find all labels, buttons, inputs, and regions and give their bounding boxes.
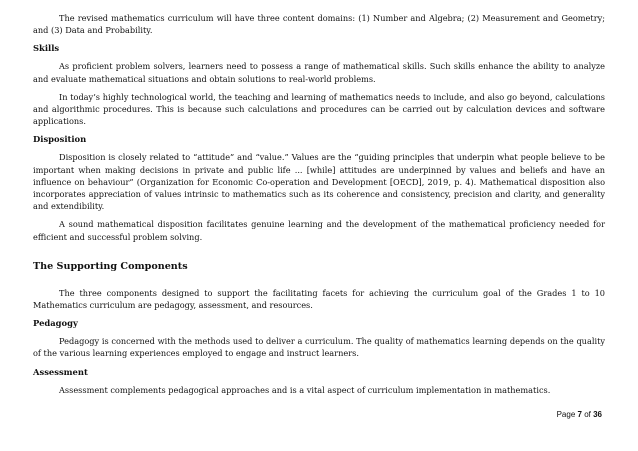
assessment-heading: Assessment bbox=[33, 366, 88, 377]
supporting-components-paragraph: The three components designed to support the facilitating facets for achieving the curriculum goal of the Grades 1 to 10 Mathematics curriculum are pedagogy, assessment, and resources. bbox=[33, 287, 605, 311]
skills-paragraph-1: As proficient problem solvers, learners need to possess a range of mathematical skills. Such skills enhance the ability to analyze and evaluate mathematical situations and obtain solutions to real-world problems. bbox=[33, 61, 605, 84]
of-word: of bbox=[584, 410, 591, 419]
page-footer bbox=[557, 410, 602, 420]
pedagogy-heading: Pedagogy bbox=[33, 318, 78, 329]
skills-paragraph-2: In today’s highly technological world, the teaching and learning of mathematics needs to include, and also go beyond, calculations and algorithmic procedures. This is because such calculations and procedures can be carried out by calculation devices and software applications. bbox=[33, 91, 605, 127]
page-word: Page bbox=[556, 410, 576, 419]
assessment-paragraph: Assessment complements pedagogical approaches and is a vital aspect of curriculum implementation in mathematics. bbox=[59, 384, 551, 395]
disposition-paragraph-1: Disposition is closely related to “attitude” and “value.” Values are the “guiding principles that underpin what people believe to be important when making decisions in private and public life ... [while] attitudes are underpinned by values and beliefs and have an influence on behaviour” (Organization for Economic Co-operation and Development [OECD], 2019, p. 4). Mathematical disposition also incorporates appreciation of values intrinsic to mathematics such as its coherence and consistency, precision and clarity, and generality and extendibility. bbox=[33, 152, 605, 212]
disposition-paragraph-2: A sound mathematical disposition facilitates genuine learning and the development of the mathematical proficiency needed for efficient and successful problem solving. bbox=[33, 219, 605, 242]
disposition-heading: Disposition bbox=[33, 134, 87, 145]
supporting-components-heading: The Supporting Components bbox=[33, 260, 188, 272]
page-number: 7 bbox=[577, 410, 582, 419]
skills-heading: Skills bbox=[33, 43, 60, 54]
intro-paragraph: The revised mathematics curriculum will have three content domains: (1) Number and Algebra; (2) Measurement and Geometry; and (3) Data and Probability. bbox=[33, 13, 605, 36]
pedagogy-paragraph: Pedagogy is concerned with the methods used to deliver a curriculum. The quality of mathematics learning depends on the quality of the various learning experiences employed to engage and instruct learners. bbox=[33, 336, 605, 359]
total-pages: 36 bbox=[593, 410, 602, 419]
